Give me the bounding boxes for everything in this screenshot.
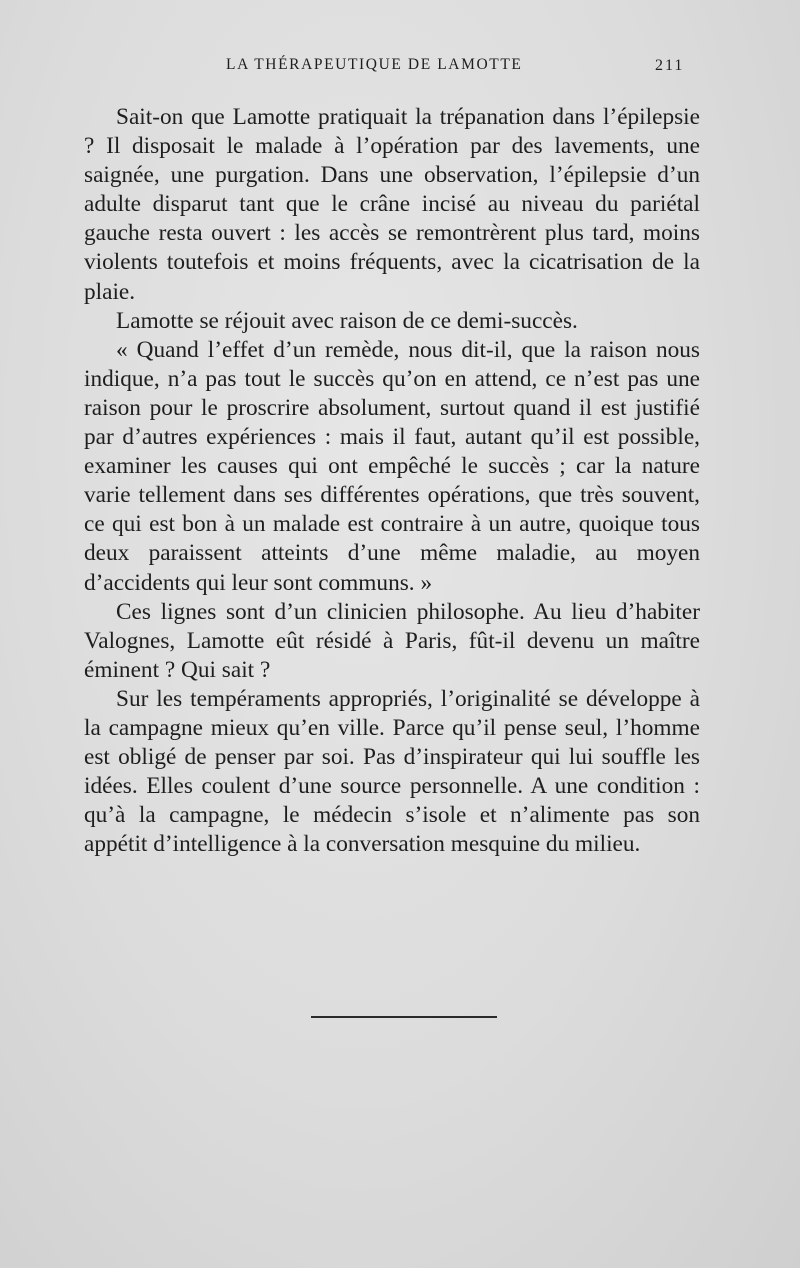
paragraph-quotation: « Quand l’effet d’un remède, nous dit-il, que la raison nous indique, n’a pas tout le succès qu’on en attend, ce n’est pas une raison pour le proscrire absolument, surtout quand il est justifié par d’autres expériences : mais il faut, autant qu’il est possible, examiner les causes qui ont empêché le succès ; car la nature varie tellement dans ses différentes opérations, que très souvent, ce qui est bon à un malade est contraire à un autre, quoique tous deux paraissent atteints d’une même maladie, au moyen d’accidents qui leur sont communs. » — [84, 336, 700, 596]
paragraph-demi-succes: Lamotte se réjouit avec raison de ce demi-succès. — [116, 307, 578, 334]
running-title: LA THÉRAPEUTIQUE DE LAMOTTE — [226, 56, 523, 73]
paragraph-trepanation: Sait-on que Lamotte pratiquait la trépanation dans l’épilepsie ? Il disposait le malade à l’opération par des lavements, une saignée, une purgation. Dans une observation, l’épilepsie d’un adulte disparut tant que le crâne incisé au niveau du pariétal gauche resta ouvert : les accès se remontrèrent plus tard, moins violents toutefois et moins fréquents, avec la cicatrisation de la plaie. — [84, 104, 700, 305]
section-end-rule — [311, 1016, 497, 1018]
page-number: 211 — [655, 57, 685, 74]
paragraph-campagne: Sur les tempéraments appropriés, l’originalité se développe à la campagne mieux qu’en ville. Parce qu’il pense seul, l’homme est obligé de penser par soi. Pas d’inspirateur qui lui souffle les idées. Elles coulent d’une source personnelle. A une condition : qu’à la campagne, le médecin s’isole et n’alimente pas son appétit d’intelligence à la conversation mesquine du milieu. — [84, 685, 700, 858]
body-text — [84, 103, 700, 859]
paragraph-clinicien: Ces lignes sont d’un clinicien philosophe. Au lieu d’habiter Valognes, Lamotte eût résidé à Paris, fût-il devenu un maître éminent ? Qui sait ? — [84, 598, 700, 683]
